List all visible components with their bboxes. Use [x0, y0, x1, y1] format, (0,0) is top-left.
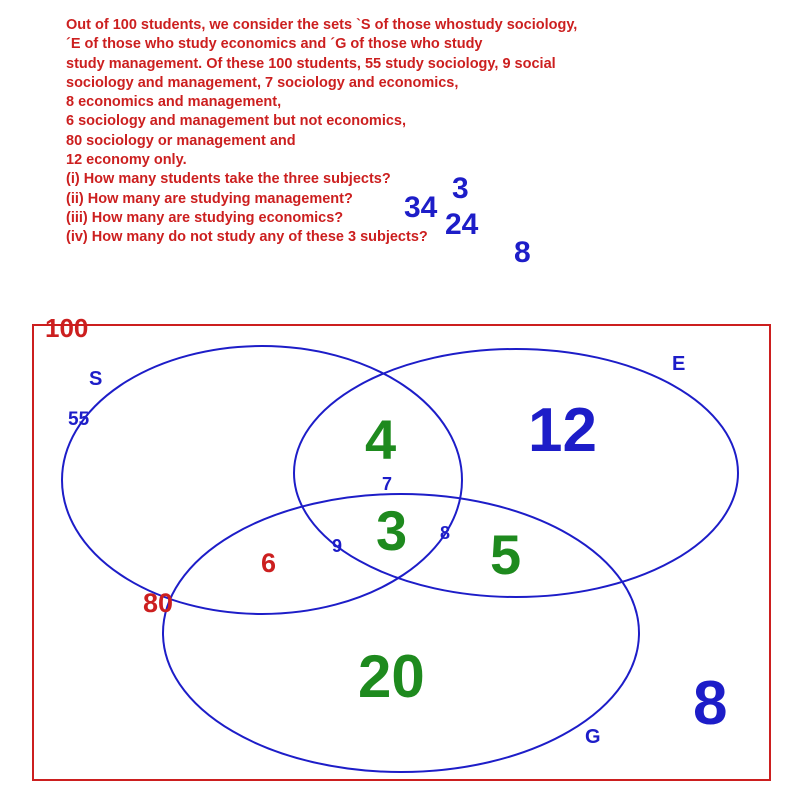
- problem-line: 8 economics and management,: [66, 94, 282, 111]
- economics-management-only-value: 5: [490, 523, 522, 586]
- answer-3: 24: [445, 208, 479, 241]
- economics-management-label: 8: [440, 523, 451, 543]
- sociology-or-management-label: 80: [143, 588, 174, 618]
- sociology-economics-only-value: 4: [365, 408, 397, 471]
- answer-1: 3: [452, 172, 469, 205]
- question-1: (i) How many students take the three subjects?: [66, 171, 391, 188]
- question-3: (iii) How many are studying economics?: [66, 209, 344, 226]
- sociology-management-label: 9: [332, 536, 343, 556]
- economics-only-value: 12: [528, 396, 597, 465]
- management-only-value: 20: [358, 643, 425, 710]
- sociology-total-label: 55: [68, 409, 90, 430]
- problem-line: ´E of those who study economics and ´G of those who study: [66, 36, 483, 53]
- set-g-label: G: [585, 726, 601, 748]
- universe-label: 100: [45, 313, 89, 343]
- problem-line: sociology and management, 7 sociology and economics,: [66, 74, 459, 91]
- question-2: (ii) How many are studying management?: [66, 190, 353, 207]
- answer-2: 34: [404, 191, 438, 224]
- sociology-management-only-value: 6: [261, 548, 277, 578]
- problem-line: Out of 100 students, we consider the sets `S of those whostudy sociology,: [66, 17, 578, 33]
- problem-line: 12 economy only.: [66, 152, 187, 169]
- problem-line: 6 sociology and management but not economics,: [66, 113, 406, 130]
- all-three-value: 3: [376, 499, 408, 562]
- sociology-economics-label: 7: [382, 474, 393, 494]
- outside-value: 8: [693, 669, 728, 738]
- answer-4: 8: [514, 236, 531, 269]
- problem-line: study management. Of these 100 students, 55 study sociology, 9 social: [66, 55, 556, 72]
- set-e-label: E: [672, 353, 686, 375]
- question-4: (iv) How many do not study any of these 3 subjects?: [66, 229, 428, 246]
- problem-line: 80 sociology or management and: [66, 132, 296, 149]
- set-s-label: S: [89, 368, 103, 390]
